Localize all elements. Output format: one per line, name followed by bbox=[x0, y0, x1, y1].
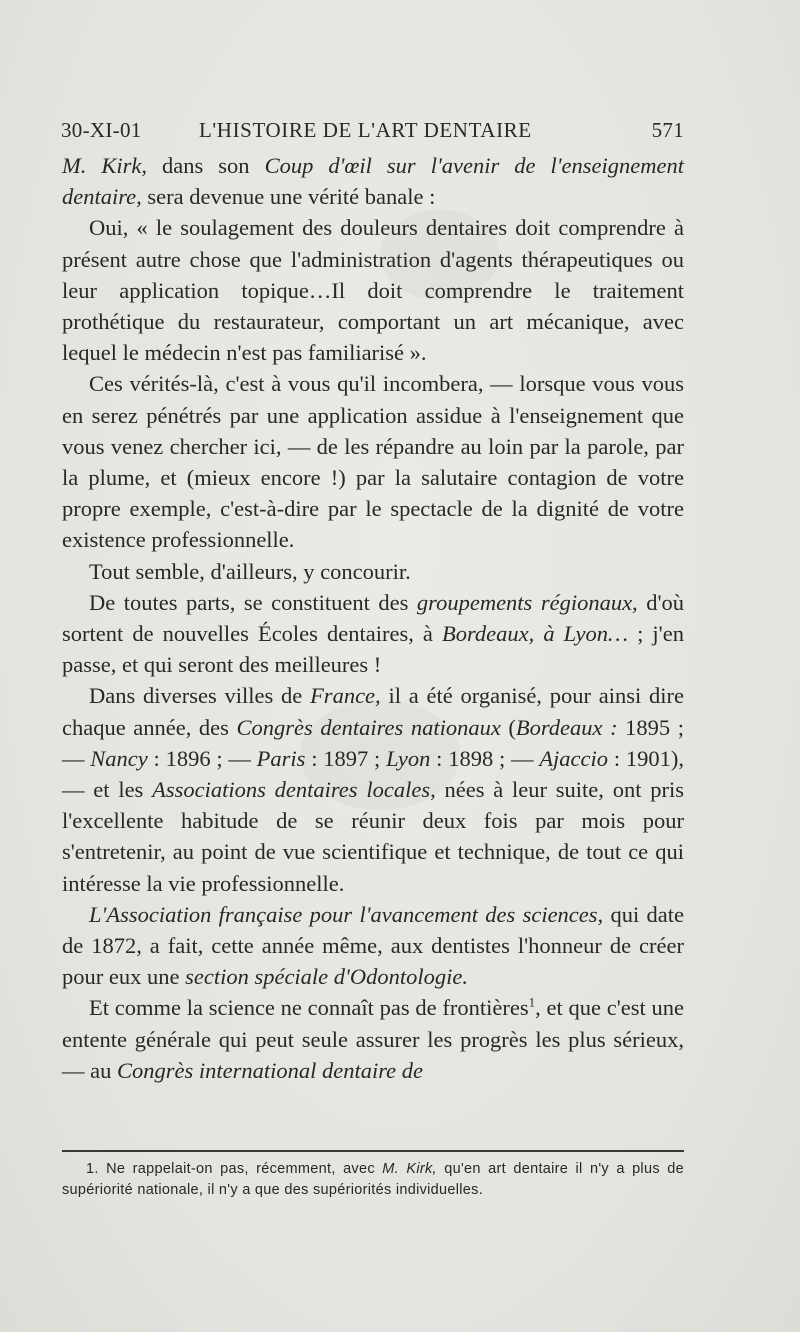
text-run: ; j'en passe, et qui seront des meilleures ! bbox=[62, 621, 684, 678]
italic-text: Paris bbox=[256, 745, 306, 771]
italic-text: France, bbox=[310, 683, 381, 709]
footnote-rule bbox=[62, 1150, 684, 1152]
text-run: : 1901), — et les bbox=[62, 745, 684, 803]
text-run: qu'en art dentaire il n'y a plus de supériorité nationale, il n'y a que des supériorités individuelles. bbox=[62, 1161, 684, 1198]
text-run: Dans diverses villes de bbox=[89, 683, 311, 709]
text-run: dans son bbox=[147, 153, 265, 178]
italic-text: section spéciale d'Odontologie. bbox=[185, 964, 468, 990]
footnote-number: 1. bbox=[86, 1161, 99, 1177]
text-run: , et que c'est une entente générale qui peut seule assurer les progrès les plus sérieux, — au bbox=[62, 995, 684, 1083]
text-run: : 1897 ; bbox=[305, 745, 387, 771]
body-text bbox=[62, 150, 684, 1086]
italic-text: Congrès international dentaire de bbox=[117, 1057, 424, 1083]
text-run: : 1896 ; — bbox=[147, 745, 257, 771]
italic-text: M. Kirk, bbox=[62, 153, 148, 178]
header-title: L'HISTOIRE DE L'ART DENTAIRE bbox=[199, 118, 532, 142]
footnote-marker: 1 bbox=[528, 994, 536, 1010]
paragraph bbox=[62, 899, 684, 993]
text-run: il a été organisé, pour ainsi dire chaque année, des bbox=[62, 683, 684, 740]
italic-text: Associations dentaires locales, bbox=[152, 777, 436, 803]
text-run: 1895 ; — bbox=[62, 714, 684, 771]
italic-text: L'Association française pour l'avancement des sciences, bbox=[89, 901, 604, 927]
italic-text: Congrès dentaires nationaux bbox=[236, 714, 501, 740]
header-date: 30-XI-01 bbox=[61, 118, 142, 142]
paragraph bbox=[62, 680, 684, 898]
text-run: Et comme la science ne connaît pas de frontières bbox=[89, 995, 529, 1021]
italic-text: Bordeaux : bbox=[515, 714, 618, 740]
italic-text: Lyon bbox=[386, 745, 431, 771]
italic-text: Coup d'œil sur l'avenir de l'enseignement dentaire, bbox=[62, 153, 685, 210]
page-number: 571 bbox=[651, 118, 684, 142]
text-run: : 1898 ; — bbox=[430, 745, 540, 771]
text-run: sera devenue une vérité banale : bbox=[141, 184, 436, 210]
italic-text: Bordeaux, à Lyon… bbox=[442, 621, 629, 647]
text-run: De toutes parts, se constituent des bbox=[89, 589, 417, 615]
italic-text: groupements régionaux, bbox=[416, 589, 638, 615]
text-run: nées à leur suite, ont pris l'excellente habitude de se réunir deux fois par mois pour s'entretenir, au point de vue scientifique et technique, de tout ce qui intéresse la vie professionnelle. bbox=[62, 777, 685, 896]
paragraph: Ces vérités-là, c'est à vous qu'il incombera, — lorsque vous vous en serez pénétrés par une application assidue à l'enseignement que vous venez chercher ici, — de les répandre au loin par la parole, par la plume, et (mieux encore !) par la salutaire contagion de votre propre exemple, c'est-à-dire par le spectacle de la dignité de votre existence professionnelle. bbox=[62, 371, 684, 553]
text-run: ( bbox=[500, 714, 516, 740]
running-head bbox=[61, 118, 684, 148]
paragraph bbox=[62, 587, 684, 681]
paragraph: Oui, « le soulagement des douleurs dentaires doit comprendre à présent autre chose que l'administration d'agents thérapeutiques ou leur application topique…Il doit comprendre le traitement prothétique du restaurateur, comportant un art mécanique, avec lequel le médecin n'est pas familiarisé ». bbox=[62, 215, 684, 366]
text-run: d'où sortent de nouvelles Écoles dentaires, à bbox=[62, 589, 685, 647]
text-run: qui date de 1872, a fait, cette année même, aux dentistes l'honneur de créer pour eux une bbox=[62, 901, 685, 990]
paragraph bbox=[62, 150, 684, 212]
italic-text: M. Kirk, bbox=[382, 1161, 437, 1177]
italic-text: Ajaccio bbox=[539, 745, 609, 771]
footnote bbox=[62, 1159, 684, 1201]
italic-text: Nancy bbox=[90, 745, 148, 771]
text-run: Ne rappelait-on pas, récemment, avec bbox=[98, 1161, 383, 1177]
paragraph bbox=[62, 992, 684, 1086]
paragraph: Tout semble, d'ailleurs, y concourir. bbox=[89, 558, 411, 584]
